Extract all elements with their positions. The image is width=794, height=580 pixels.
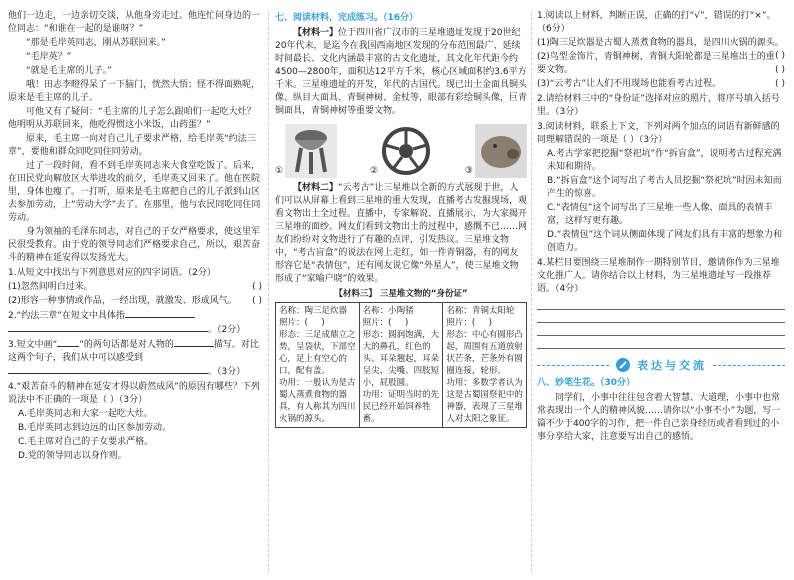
question-2: 2.“约法三章”在短文中具体指	[8, 310, 262, 323]
column-middle	[275, 10, 527, 428]
column-divider-left	[268, 12, 269, 572]
tripod-vessel-icon	[285, 124, 337, 178]
answer-blank[interactable]	[125, 317, 195, 318]
table-caption: 【材料三】 三星堆文物的“身份证”	[334, 289, 468, 299]
expression-badge: 表达与交流	[537, 357, 785, 373]
table-cell-sun-wheel: 名称：青铜太阳轮 照片：( ) 形态：中心有圆形凸起，周围有五道放射状芒条，芒条外有圆圈连接，轮形。 功用：多数学者认为这是古蜀国祭祀中的神器，表现了三星堆人对太阳之象征。	[443, 303, 527, 428]
question-r2: 2.请给材料三中的“身份证”选择对应的照片，将序号填入括号里。（3分）	[537, 94, 780, 117]
column-left	[8, 10, 262, 464]
story-para: 哦！田志李瞪得呆了一下脑门，恍然大悟；怪不得面熟呢，原来是毛主席的儿子。	[8, 80, 261, 103]
story-para: 他们一边走，一边亲切交谈，从他身旁走过。他连忙问身边的一位同志：“和谁在一起的是谁呀？”	[8, 11, 261, 34]
option-b[interactable]: B.“拆盲盒”这个词写出了考古人员挖掘“祭祀坑”时因未知而产生的惊喜。	[547, 176, 782, 199]
story-para: 原来，毛主席一向对自己儿子要求严格，给毛岸英“约法三章”，要他和群众同吃同住同劳动。	[8, 134, 256, 157]
artifact-images	[275, 122, 527, 178]
answer-blank[interactable]	[174, 346, 214, 347]
material-1: 【材料一】位于四川省广汉市的三星堆遗址发现于20世纪20年代末，是迄今在我国西南地区发现的分布范围最广、延续时间最长、文化内涵最丰富的古文化遗址，其文化年代距今约4500—2800年，面积达12平方千米，核心区域面积约3.6平方千米。三星堆遗址的开发，年代的古国代。现已出土金面具铜头像、纵目大面具、青铜神树、金杖等，眼部有彩绘铜头像，巨青铜面具，青铜神树等重要文物。	[275, 28, 528, 116]
answer-blank[interactable]	[8, 373, 208, 374]
option-a[interactable]: A.考古学家把挖掘“祭祀坑”作“拆盲盒”，说明考古过程充满未知和期待。	[547, 149, 782, 172]
question-r4: 4.某栏目要围绕三星堆制作一期特别节目，邀请你作为三星堆文化推广人。请你结合以上材料，为三星堆遗址写一段推荐语。（4分）	[537, 258, 780, 294]
bronze-sun-wheel-icon	[380, 124, 432, 178]
clay-pig-icon	[475, 124, 527, 178]
underline-sample	[57, 346, 79, 347]
story-para: 身为领袖的毛泽东同志，对自己的子女严格要求，使这里军民很受教育。由于党的领导同志们严格要求自己，所以，艰苦奋斗的精神在延安得以发扬光大。	[8, 227, 261, 263]
question-r1b: (2)鸟型金饰片，青铜神树，青铜大阳轮都是三星堆出土的重要文物。 ( )	[537, 52, 785, 75]
column-divider-right	[531, 12, 532, 572]
question-r3: 3.阅读材料，联系上下文，下列对两个加点的词语有新鲜感的同理解错误的一项是（ ）（3分）	[537, 122, 780, 145]
question-4: 4.“艰苦奋斗的精神在延安才得以蔚然成风”的原因有哪些？下列说法中不正确的一项是（ ）（3分）	[8, 382, 260, 405]
answer-blank[interactable]	[8, 331, 208, 332]
option-c[interactable]: C.“表情包”这个词写出了三星堆一些人像、面具的表情丰富，这样写更有趣。	[547, 203, 773, 226]
story-para: 可他又有了疑问：“毛主席的儿子怎么跟咱们一起吃大灶？他明明从苏联回来，他吃得惯这小米饭，山药蛋？”	[8, 107, 256, 130]
artifact-image-2: ②	[370, 124, 432, 178]
section-7-title: 七、阅读材料，完成练习。（16分）	[275, 13, 419, 23]
option-d[interactable]: D.“表情包”这个词从侧面体现了网友们具有丰富的想象力和创造力。	[547, 230, 783, 253]
question-3-line: 。（3分）	[8, 366, 262, 379]
story-para: “那是毛岸英同志，刚从苏联回来。”	[26, 38, 166, 48]
question-r1c: (3)“云考古”让人们不用现场也能看考古过程。 ( )	[537, 79, 785, 89]
column-right	[537, 10, 785, 445]
option-d[interactable]: D.党的领导同志以身作则。	[18, 451, 127, 461]
question-r1a: (1)陶三足炊器是古蜀人蒸煮食物的器具，是四川火锅的源头。 ( )	[537, 38, 785, 61]
artifact-image-3: ③	[465, 124, 527, 178]
option-c[interactable]: C.毛主席对自己的子女要求严格。	[18, 437, 154, 447]
question-3: 3.短文中画“ ”的两句话都是对人物的 描写。对比这两个句子，我们从中可以感受到	[8, 340, 259, 363]
table-cell-pig: 名称：小陶猪 照片：( ) 形态：圆润饱满，大大的鼻孔，红色的头、耳朵翘起，耳朵呈尖、尖嘴、四肢短小，屁股圆。 功用：证明当时的先民已经开始饲养牲畜。	[359, 303, 443, 428]
table-cell-tripod: 名称：陶三足炊器 照片：( ) 形态：三足成鼎立之势，呈袋状，下部空心，足上有空心的口，配有盖。 功用：一般认为是古蜀人蒸煮食物的器具，有人称其为四川火锅的源头。	[276, 303, 360, 428]
artifact-image-1: ①	[275, 124, 337, 178]
answer-lines[interactable]	[537, 297, 785, 349]
story-para: “毛岸英？”	[26, 52, 72, 62]
story-para: “就是毛主席的儿子。”	[26, 66, 112, 76]
option-b[interactable]: B.毛岸英同志到边远的山区参加劳动。	[18, 423, 172, 433]
pen-flower-icon	[615, 357, 631, 373]
material-2: 【材料二】“云考古”让三星堆以全新的方式展现于世，人们可以从屏幕上看到三星堆的重大发现，直播考古发掘现场，观看文物出土全过程。直播中，专家解说、直播展示，为大家揭开三星堆的面纱。网友们看到文物出土的过程中，感慨不已……网友们纷纷对文物进行了有趣的点评，引发热议。三星堆文物中，“考古盲盒”的说法在网上走红，如一件青铜器，有的网友形容它是“表情包”，还有网友说它像“外星人”，使三星堆文物形成了“家喻户晓”的效果。	[275, 183, 528, 284]
story-para: 过了一段时间，看不到毛岸英同志来大食堂吃饭了。后来，在田民党向解放区大举进攻的前夕，毛岸英又回来了。他在医院里，身体也瘦了。一打听，原来是毛主席把自己的儿子派到山区去参加劳动，上“劳动大学”去了。在那里，他与农民同吃同住同劳动。	[8, 161, 261, 223]
question-1b: (2)形容一种事情或作品，一经出现，就激发、形成风气。 ( )	[8, 296, 262, 306]
material-3-table	[275, 288, 527, 428]
section-8-title: 八、妙笔生花。（30分）	[537, 378, 636, 388]
option-a[interactable]: A.毛岸英同志和大家一起吃大灶。	[18, 409, 153, 419]
question-1: 1.从短文中找出与下列意思对应的四字词语。（2分）	[8, 268, 216, 278]
essay-prompt: 同学们，小事中往往包含着大智慧、大道理，小事中也常常表现出一个人的精神风貌……请你以“小事不小”为题，写一篇不少于400字的习作，把一件自己亲身经历或者看到过的小事分享给大家，注意要写出自己的感悟。	[537, 393, 781, 442]
question-r1: 1.阅读以上材料，判断正误，正确的打“√”，错误的打“×”。（6分）	[537, 11, 776, 34]
question-1a: (1)忽然间明白过来。 ( )	[8, 282, 262, 292]
question-2-line: 。（2分）	[8, 324, 262, 337]
